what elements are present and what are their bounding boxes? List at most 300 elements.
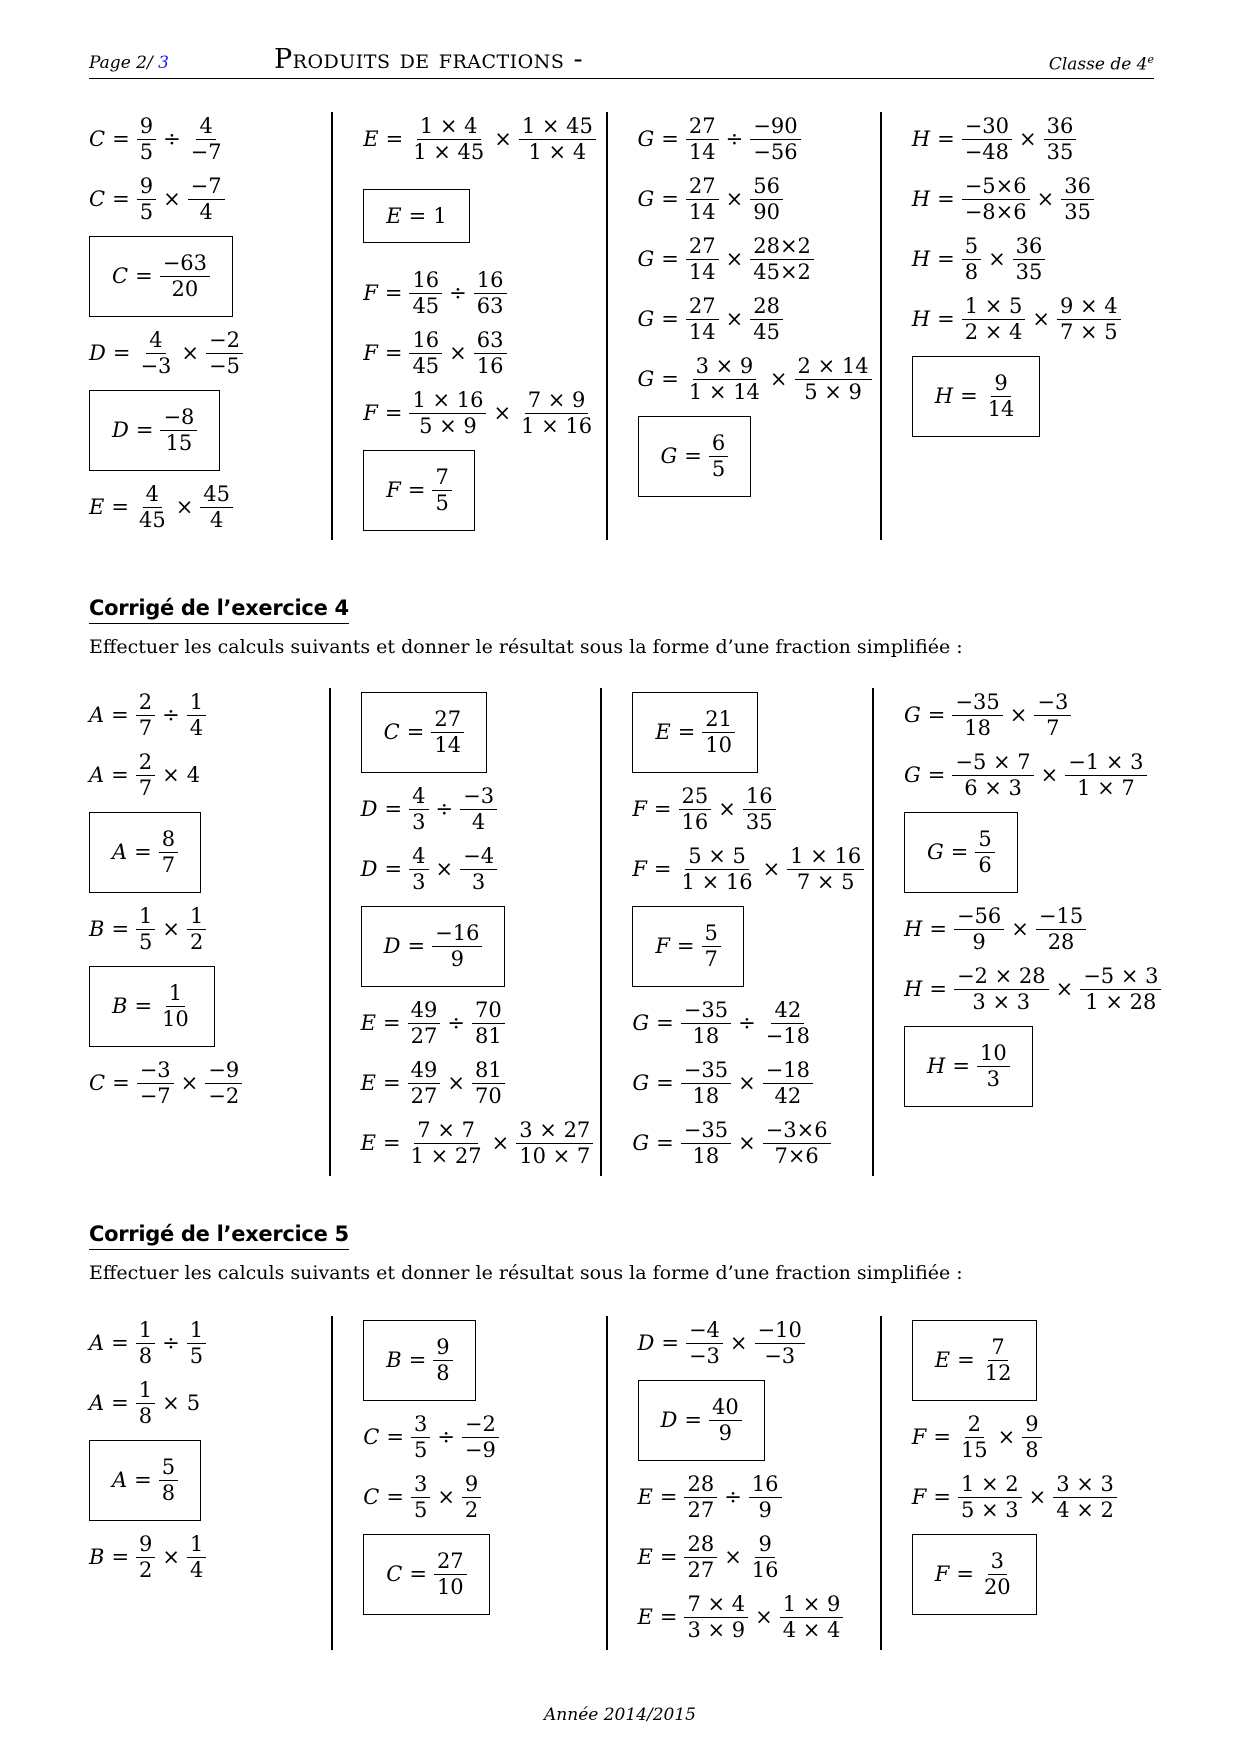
- operator: ÷: [449, 281, 467, 305]
- operator: ÷: [738, 1011, 756, 1035]
- numerator: 49: [408, 1058, 441, 1084]
- operator: ÷: [163, 127, 181, 151]
- equation-line: [361, 1056, 601, 1110]
- denominator: 12: [984, 1360, 1012, 1385]
- boxed-result-wrapper: [632, 902, 872, 990]
- operator: ×: [1055, 977, 1074, 1001]
- denominator: 3: [986, 1066, 1000, 1091]
- fraction: [1034, 690, 1071, 741]
- equals-sign: =: [684, 444, 702, 468]
- equals-sign: =: [407, 934, 426, 958]
- variable-name: H: [934, 384, 954, 408]
- operator: ×: [163, 187, 181, 211]
- numerator: 3 × 27: [516, 1118, 593, 1144]
- fraction: [136, 1378, 155, 1429]
- equals-sign: =: [929, 917, 947, 941]
- denominator: 5 × 9: [804, 379, 862, 404]
- page-number: Page 2/ 3: [89, 53, 169, 73]
- boxed-result-wrapper: [912, 1316, 1154, 1404]
- denominator: 4: [190, 1557, 204, 1582]
- variable-name: F: [363, 281, 378, 305]
- fraction: [409, 844, 428, 895]
- equation-line: [89, 748, 329, 802]
- operator: ×: [725, 187, 744, 211]
- fraction: [679, 844, 756, 895]
- numerator: 36: [1013, 234, 1046, 260]
- equals-sign: =: [384, 341, 403, 365]
- fraction: [981, 1549, 1014, 1600]
- denominator: 7×6: [774, 1143, 819, 1168]
- fraction: [681, 1058, 731, 1109]
- fraction: [460, 844, 497, 895]
- denominator: 1 × 28: [1085, 989, 1157, 1014]
- fraction: [408, 998, 441, 1049]
- operator: ×: [724, 1545, 742, 1569]
- equation-line: [361, 996, 601, 1050]
- numerator: −4: [460, 844, 497, 870]
- equation-line: [638, 1590, 880, 1644]
- numerator: −1 × 3: [1065, 750, 1146, 776]
- numerator: −8: [160, 405, 197, 431]
- fraction: [137, 114, 156, 165]
- operator: ×: [449, 341, 467, 365]
- variable-name: F: [655, 934, 670, 958]
- variable-name: E: [360, 1011, 377, 1035]
- denominator: 14: [688, 139, 716, 164]
- equals-sign: =: [656, 1131, 674, 1155]
- boxed-result: [912, 356, 1041, 437]
- denominator: 7: [161, 852, 176, 877]
- fraction: [1061, 174, 1094, 225]
- variable-name: E: [89, 495, 105, 519]
- page-header: [89, 44, 1154, 79]
- exercise-4-grid: [89, 688, 1159, 1176]
- denominator: 14: [688, 319, 716, 344]
- denominator: 5: [139, 199, 154, 224]
- numerator: 28×2: [750, 234, 814, 260]
- fraction: [187, 1532, 206, 1583]
- fraction: [159, 981, 192, 1032]
- numerator: 4: [409, 784, 428, 810]
- equals-sign: =: [386, 1485, 404, 1509]
- boxed-result: [89, 966, 215, 1047]
- variable-name: E: [655, 720, 671, 744]
- numerator: 1: [136, 904, 155, 930]
- operator: ×: [162, 1545, 181, 1569]
- denominator: 2: [464, 1497, 479, 1522]
- value: 5: [186, 1391, 201, 1415]
- denominator: 18: [692, 1143, 720, 1168]
- operator: ÷: [437, 1425, 455, 1449]
- numerator: −10: [755, 1318, 805, 1344]
- denominator: 16: [751, 1557, 779, 1582]
- numerator: −5 × 3: [1080, 964, 1161, 990]
- equals-sign: =: [661, 187, 679, 211]
- fraction: [137, 328, 174, 379]
- equals-sign: =: [384, 797, 403, 821]
- variable-name: E: [360, 1071, 377, 1095]
- equation-line: [361, 782, 601, 836]
- equals-sign: =: [134, 840, 152, 864]
- numerator: 1: [136, 1318, 155, 1344]
- equals-sign: =: [408, 1348, 427, 1372]
- equals-sign: =: [937, 307, 955, 331]
- operator: ×: [738, 1071, 756, 1095]
- boxed-result: [904, 812, 1018, 893]
- numerator: 2 × 14: [795, 354, 872, 380]
- numerator: 49: [408, 998, 441, 1024]
- numerator: 1 × 2: [958, 1472, 1022, 1498]
- variable-name: A: [112, 1468, 128, 1492]
- denominator: 5: [139, 139, 154, 164]
- boxed-result: [89, 812, 201, 893]
- numerator: 5: [702, 921, 721, 947]
- fraction: [200, 482, 233, 533]
- numerator: 9: [1022, 1412, 1041, 1438]
- numerator: −3: [1034, 690, 1071, 716]
- value: 4: [186, 763, 201, 787]
- boxed-result-wrapper: [89, 962, 329, 1050]
- denominator: 15: [960, 1437, 988, 1462]
- equals-sign: =: [656, 1071, 674, 1095]
- denominator: 8: [161, 1480, 176, 1505]
- fraction: [187, 904, 206, 955]
- equals-sign: =: [111, 763, 129, 787]
- equals-sign: =: [676, 934, 695, 958]
- numerator: 5: [962, 234, 981, 260]
- equation-line: [638, 232, 880, 286]
- fraction: [686, 294, 719, 345]
- denominator: 5 × 9: [419, 413, 477, 438]
- equals-sign: =: [656, 1011, 674, 1035]
- numerator: 16: [409, 328, 442, 354]
- variable-name: C: [89, 187, 106, 211]
- numerator: 4: [143, 482, 162, 508]
- equation-line: [363, 266, 605, 320]
- equals-sign: =: [384, 401, 403, 425]
- denominator: 1 × 27: [410, 1143, 482, 1168]
- equation-line: [638, 352, 880, 406]
- variable-name: F: [363, 401, 378, 425]
- denominator: 9: [758, 1497, 772, 1522]
- fraction: [411, 1472, 430, 1523]
- equals-sign: =: [385, 127, 404, 151]
- equals-sign: =: [957, 1348, 975, 1372]
- fraction: [709, 431, 728, 482]
- variable-name: H: [911, 247, 931, 271]
- equation-line: [361, 842, 601, 896]
- fraction: [684, 1532, 717, 1583]
- numerator: −35: [681, 1118, 731, 1144]
- numerator: −3: [137, 1058, 174, 1084]
- equation-line: [89, 1530, 331, 1584]
- variable-name: G: [632, 1131, 650, 1155]
- numerator: 9: [137, 174, 156, 200]
- fraction: [679, 784, 712, 835]
- numerator: 28: [684, 1532, 717, 1558]
- denominator: 1 × 4: [528, 139, 587, 164]
- numerator: 56: [750, 174, 783, 200]
- denominator: 1 × 14: [688, 379, 760, 404]
- fraction: [137, 1058, 174, 1109]
- variable-name: C: [112, 264, 129, 288]
- numerator: 9: [991, 371, 1010, 397]
- equals-sign: =: [112, 1071, 130, 1095]
- equals-sign: =: [111, 1545, 130, 1569]
- fraction: [982, 1335, 1015, 1386]
- operator: ×: [447, 1071, 465, 1095]
- fraction: [749, 1472, 782, 1523]
- variable-name: C: [363, 1425, 380, 1449]
- numerator: 28: [684, 1472, 717, 1498]
- fraction: [958, 1472, 1022, 1523]
- equation-line: [638, 172, 880, 226]
- denominator: 14: [688, 259, 716, 284]
- numerator: 9: [755, 1532, 774, 1558]
- document-title: Produits de fractions -: [274, 44, 584, 75]
- equation-line: [89, 902, 329, 956]
- denominator: 5: [189, 1343, 204, 1368]
- fraction: [206, 328, 243, 379]
- column-3: [606, 1316, 880, 1650]
- boxed-result: [912, 1534, 1037, 1615]
- equation-line: [363, 326, 605, 380]
- equation-line: [632, 782, 872, 836]
- variable-name: B: [89, 917, 105, 941]
- boxed-result-wrapper: [363, 172, 605, 260]
- fraction: [977, 1041, 1010, 1092]
- denominator: 4: [209, 507, 224, 532]
- numerator: 16: [743, 784, 776, 810]
- fraction: [160, 405, 197, 456]
- numerator: 9: [462, 1472, 481, 1498]
- variable-name: C: [363, 1485, 380, 1509]
- boxed-result: [638, 416, 752, 497]
- numerator: 7 × 4: [684, 1592, 748, 1618]
- fraction: [1036, 904, 1086, 955]
- fraction: [755, 1318, 805, 1369]
- equals-sign: =: [407, 478, 426, 502]
- variable-name: H: [911, 187, 931, 211]
- numerator: −15: [1036, 904, 1086, 930]
- numerator: 2: [136, 750, 155, 776]
- operator: ×: [762, 857, 781, 881]
- denominator: 4 × 2: [1056, 1497, 1114, 1522]
- fraction: [952, 690, 1002, 741]
- equals-sign: =: [661, 367, 679, 391]
- boxed-result: [363, 1320, 475, 1401]
- equation-line: [89, 1316, 331, 1370]
- boxed-result-wrapper: [363, 1316, 605, 1404]
- fraction: [432, 921, 482, 972]
- variable-name: H: [911, 307, 931, 331]
- variable-name: D: [660, 1408, 678, 1432]
- fraction: [472, 998, 505, 1049]
- fraction: [686, 114, 719, 165]
- numerator: 4: [196, 114, 215, 140]
- operator: ×: [755, 1605, 773, 1629]
- equals-sign: =: [134, 994, 153, 1018]
- numerator: −56: [954, 904, 1004, 930]
- equals-sign: =: [659, 1605, 678, 1629]
- fraction: [408, 1058, 441, 1109]
- variable-name: B: [89, 1545, 105, 1569]
- fraction: [975, 827, 994, 878]
- denominator: 4: [199, 199, 213, 224]
- equation-line: [632, 842, 872, 896]
- boxed-result-wrapper: [904, 808, 1154, 896]
- equals-sign: =: [406, 720, 425, 744]
- column-2: [329, 688, 601, 1176]
- denominator: 4: [189, 715, 204, 740]
- variable-name: H: [911, 127, 931, 151]
- numerator: 9: [433, 1335, 452, 1361]
- fraction: [159, 827, 178, 878]
- fraction: [962, 294, 1026, 345]
- equals-sign: =: [952, 1054, 970, 1078]
- denominator: 8: [138, 1343, 153, 1368]
- page-footer: Année 2014/2015: [544, 1705, 696, 1725]
- numerator: −18: [763, 1058, 813, 1084]
- operator: ×: [725, 247, 744, 271]
- operator: ×: [718, 797, 736, 821]
- operator: ÷: [435, 797, 454, 821]
- numerator: −7: [188, 174, 225, 200]
- equation-line: [912, 1470, 1154, 1524]
- fraction: [958, 1412, 991, 1463]
- equation-line: [89, 480, 331, 534]
- column-2: [331, 1316, 605, 1650]
- value: 1: [433, 204, 447, 228]
- operator: ×: [1019, 127, 1037, 151]
- fraction: [474, 328, 507, 379]
- fraction: [686, 1318, 723, 1369]
- numerator: 2: [136, 690, 155, 716]
- fraction: [780, 1592, 844, 1643]
- operator: ×: [162, 763, 180, 787]
- fraction: [136, 482, 169, 533]
- numerator: 1: [136, 1378, 155, 1404]
- operator: ×: [769, 367, 788, 391]
- denominator: 5: [139, 929, 153, 954]
- denominator: 35: [1046, 139, 1074, 164]
- fraction: [763, 1058, 813, 1109]
- column-3: [600, 688, 872, 1176]
- numerator: 3: [988, 1549, 1007, 1575]
- fraction: [952, 750, 1033, 801]
- numerator: 9 × 4: [1057, 294, 1121, 320]
- denominator: 20: [171, 276, 199, 301]
- numerator: −90: [750, 114, 800, 140]
- column-1: [89, 1316, 331, 1650]
- fraction: [1053, 1472, 1117, 1523]
- denominator: 7 × 5: [796, 869, 855, 894]
- fraction: [750, 294, 783, 345]
- denominator: 5: [711, 456, 726, 481]
- numerator: 4: [409, 844, 428, 870]
- column-4: [880, 112, 1154, 540]
- denominator: 7: [138, 715, 153, 740]
- operator: ÷: [162, 703, 180, 727]
- boxed-result: [89, 390, 220, 471]
- fraction: [702, 921, 721, 972]
- variable-name: C: [89, 127, 106, 151]
- fraction: [136, 904, 155, 955]
- denominator: −8×6: [964, 199, 1027, 224]
- operator: ×: [435, 857, 454, 881]
- operator: ×: [162, 917, 181, 941]
- equation-line: [89, 1056, 329, 1110]
- denominator: −56: [753, 139, 798, 164]
- variable-name: G: [632, 1071, 650, 1095]
- fraction: [1065, 750, 1146, 801]
- numerator: 16: [474, 268, 507, 294]
- numerator: 1: [187, 1532, 206, 1558]
- variable-name: F: [632, 857, 647, 881]
- fraction: [684, 1472, 717, 1523]
- variable-name: E: [360, 1131, 377, 1155]
- operator: ×: [180, 1071, 199, 1095]
- equals-sign: =: [677, 720, 696, 744]
- denominator: 7: [138, 775, 153, 800]
- equals-sign: =: [927, 763, 946, 787]
- boxed-result: [632, 692, 758, 773]
- denominator: −48: [964, 139, 1010, 164]
- denominator: 45: [753, 319, 780, 344]
- denominator: 2: [190, 929, 204, 954]
- page-total-link[interactable]: 3: [158, 53, 169, 73]
- denominator: 8: [1025, 1437, 1039, 1462]
- equals-sign: =: [383, 1131, 401, 1155]
- boxed-result-wrapper: [632, 688, 872, 776]
- variable-name: A: [112, 840, 128, 864]
- boxed-result: [632, 906, 744, 987]
- numerator: −5 × 7: [952, 750, 1033, 776]
- equals-sign: =: [929, 977, 947, 1001]
- operator: ×: [738, 1131, 756, 1155]
- variable-name: D: [383, 934, 401, 958]
- denominator: 7: [704, 946, 718, 971]
- fraction: [686, 234, 719, 285]
- numerator: −35: [681, 998, 731, 1024]
- numerator: 42: [771, 998, 804, 1024]
- boxed-result-wrapper: [89, 386, 331, 474]
- denominator: 42: [774, 1083, 802, 1108]
- boxed-result-wrapper: [638, 1376, 880, 1464]
- variable-name: B: [386, 1348, 402, 1372]
- column-1: [89, 112, 331, 540]
- variable-name: A: [89, 703, 105, 727]
- boxed-result: [361, 692, 487, 773]
- equals-sign: =: [933, 1485, 951, 1509]
- operator: ×: [1009, 703, 1028, 727]
- equals-sign: =: [659, 1545, 678, 1569]
- denominator: 5: [435, 490, 449, 515]
- variable-name: G: [637, 187, 655, 211]
- fraction: [962, 234, 981, 285]
- denominator: 3: [471, 869, 486, 894]
- numerator: 4: [146, 328, 165, 354]
- denominator: 7 × 5: [1059, 319, 1118, 344]
- fraction: [433, 1335, 452, 1386]
- equals-sign: =: [112, 187, 130, 211]
- numerator: 7 × 9: [525, 388, 589, 414]
- denominator: 35: [1015, 259, 1043, 284]
- fraction: [434, 1549, 467, 1600]
- variable-name: E: [637, 1485, 653, 1509]
- equation-line: [632, 1116, 872, 1170]
- numerator: 6: [709, 431, 728, 457]
